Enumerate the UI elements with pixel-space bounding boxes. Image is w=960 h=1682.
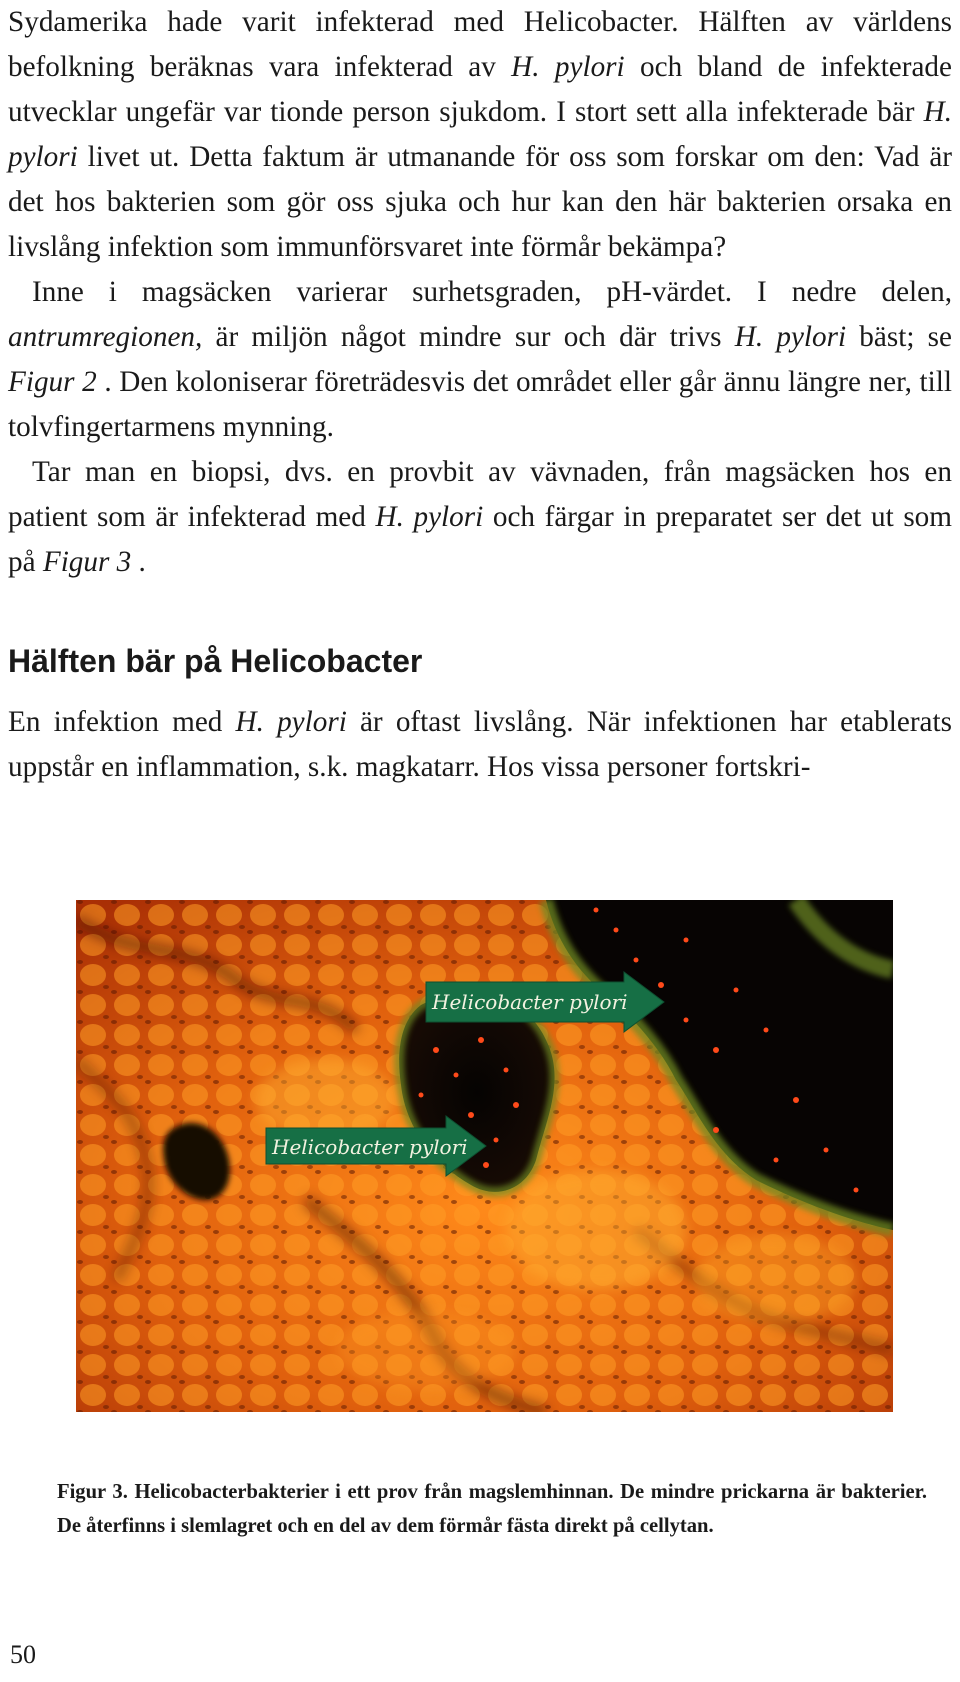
arrow-label-left-text: Helicobacter pylori [272,1135,468,1159]
italic-term: antrumregionen, [8,321,203,353]
italic-term: H. pylori [511,51,625,83]
text-segment: Tar man en biopsi, dvs. en provbit av vävnaden, från magsäcken hos en patient som är infekterad med [8,456,952,533]
tissue-highlight [336,1310,516,1390]
paragraph-4 [8,700,952,790]
figure-reference: Figur 3 [42,546,132,578]
figure-reference: Figur 2 [8,366,97,398]
tissue-highlight [506,1170,686,1290]
section-1-body [8,0,952,585]
paragraph-3 [8,450,952,585]
text-segment: är miljön något mindre sur och där trivs [202,321,735,353]
text-segment: . [131,546,146,578]
section-heading: Hälften bär på Helicobacter [8,643,423,679]
text-segment: livet ut. Detta faktum är utmanande för oss som forskar om den: Vad är det hos bakterien som gör oss sjuka och hur kan den här bakterien orsaka en livslång infektion som immunförsvaret inte förmår bekämpa? [8,141,952,263]
paragraph-1 [8,0,952,270]
text-segment: bäst; se [846,321,952,353]
text-segment: är oftast livslång. När infektionen har etablerats uppstår en inflammation, s.k. magkatarr. Hos vissa personer fortskri- [8,706,952,783]
text-segment: och bland de infekterade utvecklar ungefär var tionde person sjukdom. I stort sett alla infekterade bär [8,51,952,128]
micrograph-image [76,900,893,1412]
caption-text: Helicobacterbakterier i ett prov från magslemhinnan. De mindre prickarna är bakterier. De återfinns i slemlagret och en del av dem förmår fästa direkt på cellytan. [57,1481,927,1537]
caption-label: Figur 3. [57,1481,128,1503]
italic-term: H. pylori [734,321,847,353]
italic-term: H. pylori [235,706,347,738]
text-segment: Sydamerika hade varit infekterad med Helicobacter. Hälften av världens befolkning beräknas vara infekterad av [8,6,952,83]
page-number: 50 [10,1640,36,1669]
tissue-highlight [696,1235,856,1325]
micrograph-figure [76,900,893,1412]
text-segment: En infektion med [8,706,236,738]
italic-term: H. pylori [8,96,952,173]
figure-caption [57,1475,927,1543]
arrow-label-top-text: Helicobacter pylori [432,990,628,1014]
paragraph-2 [8,270,952,450]
italic-term: H. pylori [375,501,484,533]
text-segment: . Den koloniserar företrädesvis det området eller går ännu längre ner, till tolvfingertarmens mynning. [8,366,952,443]
text-segment: och färgar in preparatet ser det ut som på [8,501,952,578]
section-2-body [8,700,952,790]
text-segment: Inne i magsäcken varierar surhetsgraden, pH-värdet. I nedre delen, [32,276,952,308]
